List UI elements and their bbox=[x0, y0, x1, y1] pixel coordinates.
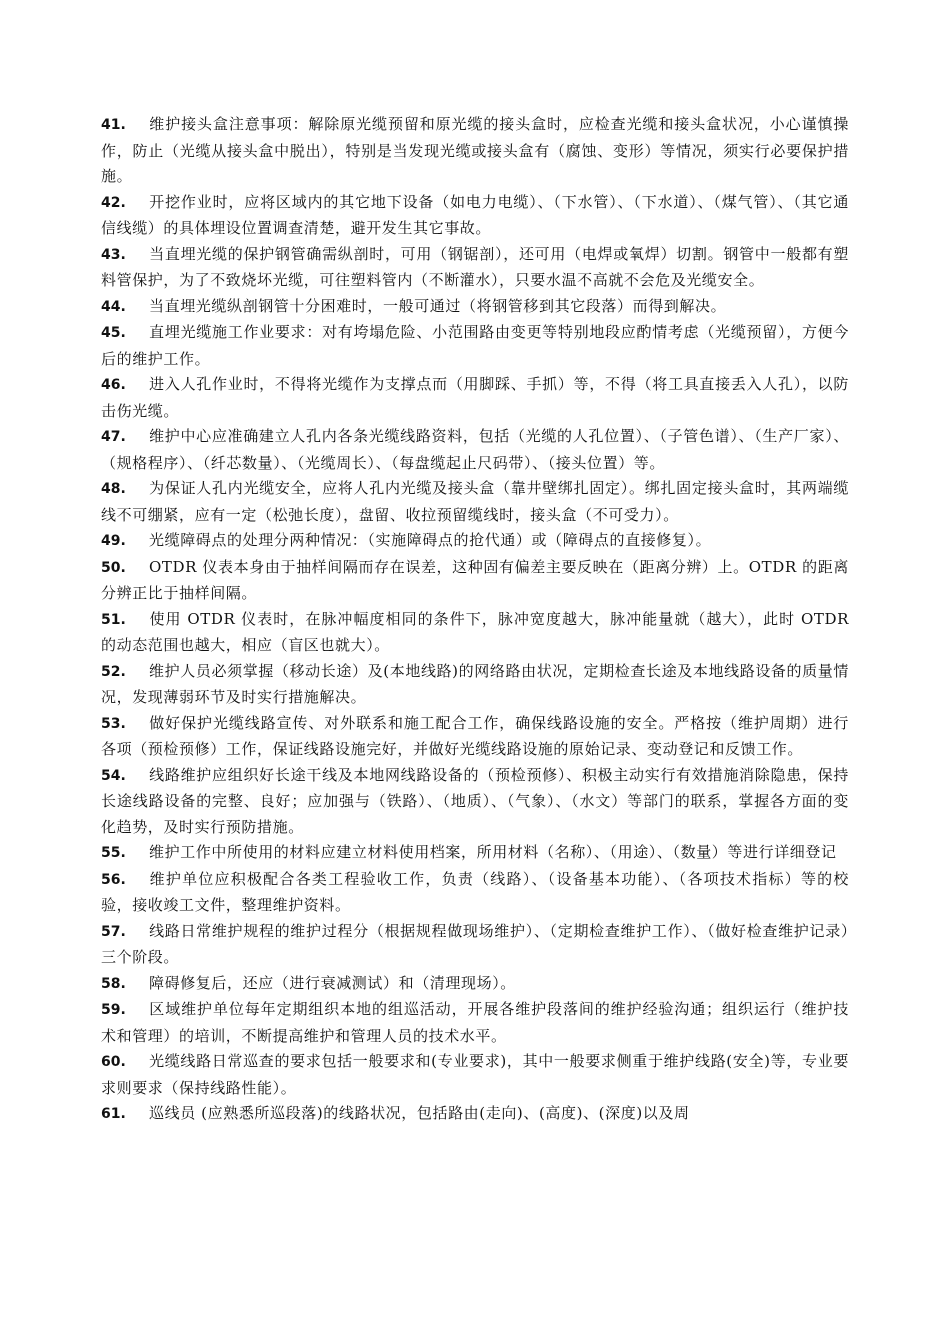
item-text: 进入人孔作业时，不得将光缆作为支撑点而（用脚踩、手抓）等，不得（将工具直接丢入人孔），以防击伤光缆。 bbox=[101, 375, 849, 420]
document-body bbox=[101, 112, 849, 1128]
list-item bbox=[101, 294, 849, 321]
list-item bbox=[101, 840, 849, 867]
item-text: 区域维护单位每年定期组织本地的组巡活动，开展各维护段落间的维护经验沟通；组织运行（维护技术和管理）的培训，不断提高维护和管理人员的技术水平。 bbox=[101, 1000, 849, 1045]
item-text: 为保证人孔内光缆安全，应将人孔内光缆及接头盒（靠井壁绑扎固定）。绑扎固定接头盒时，其两端缆线不可绷紧，应有一定（松弛长度），盘留、收拉预留缆线时，接头盒（不可受力）。 bbox=[101, 479, 849, 524]
item-number: 56. bbox=[101, 871, 126, 888]
list-item bbox=[101, 190, 849, 242]
item-text: 巡线员 (应熟悉所巡段落)的线路状况，包括路由(走向)、(高度)、(深度)以及周 bbox=[149, 1104, 690, 1122]
item-number: 61. bbox=[101, 1106, 126, 1122]
item-text: 当直埋光缆的保护钢管确需纵剖时，可用（钢锯剖），还可用（电焊或氧焊）切割。钢管中一般都有塑料管保护，为了不致烧坏光缆，可往塑料管内（不断灌水），只要水温不高就不会危及光缆安全。 bbox=[101, 244, 849, 289]
list-item bbox=[101, 763, 849, 841]
list-item bbox=[101, 607, 849, 659]
item-number: 50. bbox=[101, 559, 126, 576]
item-text: 光缆线路日常巡查的要求包括一般要求和(专业要求)，其中一般要求侧重于维护线路(安全)等，专业要求则要求（保持线路性能）。 bbox=[101, 1052, 849, 1097]
list-item bbox=[101, 659, 849, 711]
item-text: 直埋光缆施工作业要求：对有垮塌危险、小范围路由变更等特别地段应酌情考虑（光缆预留），方便今后的维护工作。 bbox=[101, 323, 849, 368]
item-text: 线路日常维护规程的维护过程分（根据规程做现场维护）、（定期检查维护工作）、（做好检查维护记录）三个阶段。 bbox=[101, 921, 849, 966]
item-text: 维护中心应准确建立人孔内各条光缆线路资料，包括（光缆的人孔位置）、（子管色谱）、（生产厂家）、（规格程序）、（纤芯数量）、（光缆周长）、（每盘缆起止尺码带）、（接头位置）等。 bbox=[101, 427, 849, 472]
item-text: 当直埋光缆纵剖钢管十分困难时，一般可通过（将钢管移到其它段落）而得到解决。 bbox=[149, 296, 727, 315]
list-item bbox=[101, 867, 849, 919]
item-text: 做好保护光缆线路宣传、对外联系和施工配合工作，确保线路设施的安全。严格按（维护周期）进行各项（预检预修）工作，保证线路设施完好，并做好光缆线路设施的原始记录、变动登记和反馈工作。 bbox=[101, 713, 849, 758]
list-item bbox=[101, 372, 849, 424]
list-item bbox=[101, 997, 849, 1049]
item-text: 光缆障碍点的处理分两种情况：（实施障碍点的抢代通）或（障碍点的直接修复）。 bbox=[149, 531, 712, 549]
item-text: 使用 OTDR 仪表时，在脉冲幅度相同的条件下，脉冲宽度越大，脉冲能量就（越大），此时 OTDR 的动态范围也越大，相应（盲区也就大）。 bbox=[101, 609, 849, 654]
item-number: 55. bbox=[101, 845, 126, 861]
list-item bbox=[101, 1101, 849, 1128]
list-item bbox=[101, 320, 849, 372]
list-item bbox=[101, 1049, 849, 1101]
list-item bbox=[101, 242, 849, 294]
item-text: 维护接头盒注意事项：解除原光缆预留和原光缆的接头盒时，应检查光缆和接头盒状况，小心谨慎操作，防止（光缆从接头盒中脱出），特别是当发现光缆或接头盒有（腐蚀、变形）等情况，须实行必要保护措施。 bbox=[101, 115, 849, 185]
list-item bbox=[101, 971, 849, 998]
item-number: 41. bbox=[101, 117, 126, 133]
item-text: 维护人员必须掌握（移动长途）及(本地线路)的网络路由状况，定期检查长途及本地线路设备的质量情况，发现薄弱环节及时实行措施解决。 bbox=[101, 661, 849, 706]
list-item bbox=[101, 112, 849, 190]
item-number: 48. bbox=[101, 481, 126, 497]
item-number: 47. bbox=[101, 429, 126, 445]
item-number: 58. bbox=[101, 975, 126, 992]
item-number: 54. bbox=[101, 767, 126, 784]
item-text: 线路维护应组织好长途干线及本地网线路设备的（预检预修）、积极主动实行有效措施消除隐患，保持长途线路设备的完整、良好；应加强与（铁路）、（地质）、（气象）、（水文）等部门的联系，掌握各方面的变化趋势，及时实行预防措施。 bbox=[101, 765, 849, 836]
item-number: 44. bbox=[101, 298, 126, 315]
item-text: 障碍修复后，还应（进行衰减测试）和（清理现场）。 bbox=[149, 973, 516, 992]
item-number: 49. bbox=[101, 533, 126, 549]
list-item bbox=[101, 424, 849, 476]
item-number: 59. bbox=[101, 1002, 126, 1018]
list-item bbox=[101, 528, 849, 555]
item-number: 53. bbox=[101, 715, 126, 732]
item-text: 开挖作业时，应将区域内的其它地下设备（如电力电缆）、（下水管）、（下水道）、（煤气管）、（其它通信线缆）的具体埋设位置调查清楚，避开发生其它事故。 bbox=[101, 192, 849, 237]
item-number: 52. bbox=[101, 663, 126, 680]
list-item bbox=[101, 555, 849, 607]
item-text: 维护工作中所使用的材料应建立材料使用档案，所用材料（名称）、（用途）、（数量）等进行详细登记 bbox=[149, 843, 837, 861]
item-number: 57. bbox=[101, 923, 126, 940]
item-text: OTDR 仪表本身由于抽样间隔而存在误差，这种固有偏差主要反映在（距离分辨）上。OTDR 的距离分辨正比于抽样间隔。 bbox=[101, 557, 849, 602]
list-item bbox=[101, 711, 849, 763]
list-item bbox=[101, 919, 849, 971]
item-number: 42. bbox=[101, 194, 126, 211]
item-number: 60. bbox=[101, 1054, 126, 1070]
item-number: 45. bbox=[101, 325, 126, 341]
item-number: 46. bbox=[101, 377, 126, 393]
list-item bbox=[101, 476, 849, 528]
item-number: 51. bbox=[101, 611, 126, 628]
item-number: 43. bbox=[101, 246, 126, 263]
item-text: 维护单位应积极配合各类工程验收工作，负责（线路）、（设备基本功能）、（各项技术指标）等的校验，接收竣工文件，整理维护资料。 bbox=[101, 869, 849, 914]
